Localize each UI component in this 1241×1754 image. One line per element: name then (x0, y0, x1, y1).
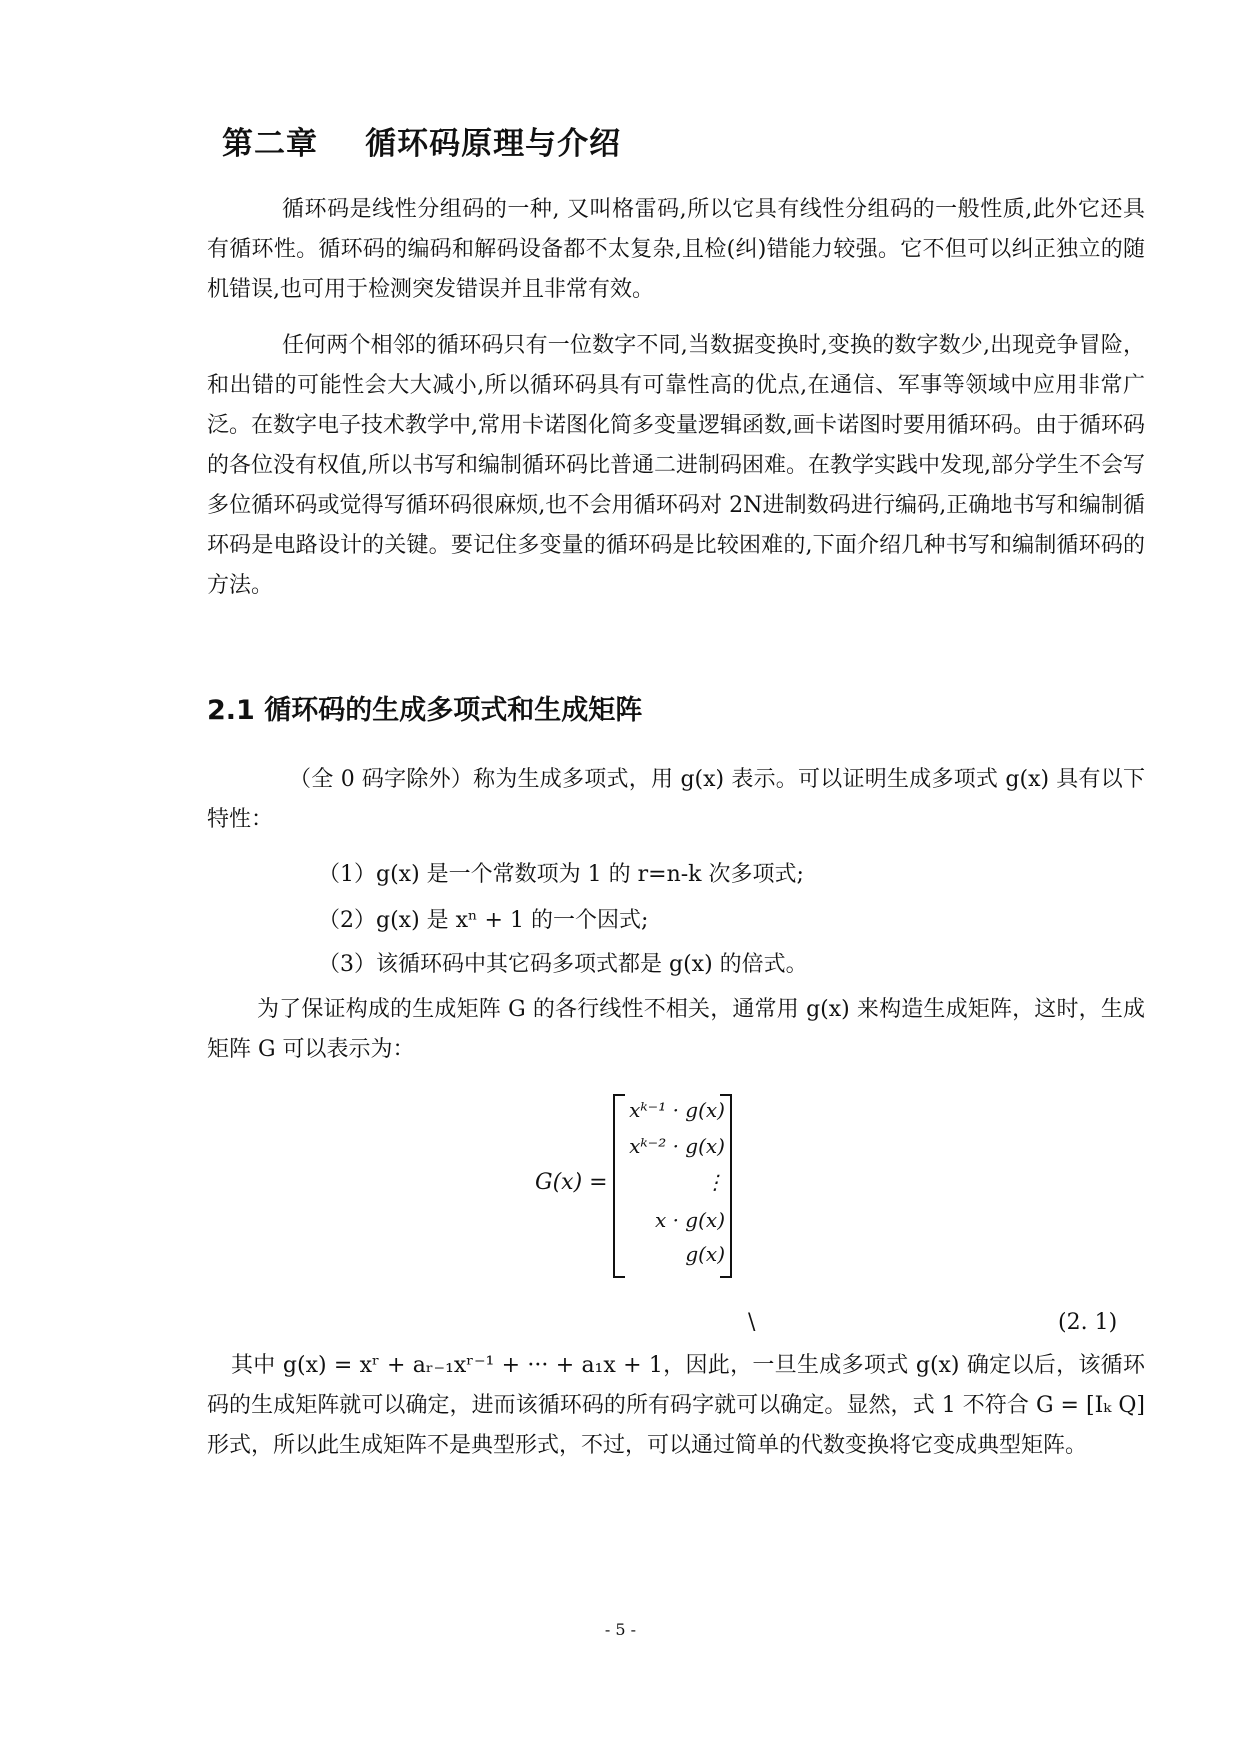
paragraph-gray-code: 任何两个相邻的循环码只有一位数字不同,当数据变换时,变换的数字数少,出现竞争冒险，和出错的可能性会大大减小,所以循环码具有可靠性高的优点,在通信、军事等领域中应用非常广泛。在数字电子技术教学中,常用卡诺图化简多变量逻辑函数,画卡诺图时要用循环码。由于循环码的各位没有权值,所以书写和编制循环码比普通二进制码困难。在教学实践中发现,部分学生不会写多位循环码或觉得写循环码很麻烦,也不会用循环码对 2N进制数码进行编码,正确地书写和编制循环码是电路设计的关键。要记住多变量的循环码是比较困难的,下面介绍几种书写和编制循环码的方法。 (207, 333, 1145, 598)
paragraph-generator-polynomial: （全 0 码字除外）称为生成多项式，用 g(x) 表示。可以证明生成多项式 g(x) 具有以下特性： (207, 767, 1145, 832)
paragraph-conclusion: 其中 g(x) = xʳ + aᵣ₋₁xʳ⁻¹ + ··· + a₁x + 1，因此，一旦生成多项式 g(x) 确定以后，该循环码的生成矩阵就可以确定，进而该循环码的所有码字就可以确定。显然，式 1 不符合 G = [Iₖ Q] 形式，所以此生成矩阵不是典型形式，不过，可以通过简单的代数变换将它变成典型矩阵。 (207, 1353, 1145, 1458)
matrix-left-bracket (613, 1094, 625, 1278)
matrix-row-2: xᵏ⁻² · g(x) (629, 1134, 725, 1158)
equation-number: (2. 1) (1058, 1310, 1118, 1335)
section-title: 2.1 循环码的生成多项式和生成矩阵 (207, 695, 643, 726)
stray-backslash: \ (748, 1310, 756, 1335)
matrix-row-5: g(x) (685, 1242, 725, 1266)
matrix-label: G(x) = (535, 1170, 608, 1195)
property-item-1: （1）g(x) 是一个常数项为 1 的 r=n-k 次多项式; (318, 862, 804, 887)
property-item-2: （2）g(x) 是 xⁿ + 1 的一个因式; (318, 908, 649, 933)
matrix-row-1: xᵏ⁻¹ · g(x) (629, 1098, 725, 1122)
matrix-row-3: ⋮ (705, 1170, 725, 1194)
paragraph-intro: 循环码是线性分组码的一种, 又叫格雷码,所以它具有线性分组码的一般性质,此外它还具有循环性。循环码的编码和解码设备都不太复杂,且检(纠)错能力较强。它不但可以纠正独立的随机错误,也可用于检测突发错误并且非常有效。 (207, 197, 1145, 302)
chapter-title: 第二章 循环码原理与介绍 (222, 126, 622, 162)
page-number: - 5 - (604, 1620, 637, 1639)
property-item-3: （3）该循环码中其它码多项式都是 g(x) 的倍式。 (318, 952, 808, 977)
matrix-right-bracket (720, 1094, 732, 1278)
matrix-row-4: x · g(x) (654, 1208, 725, 1232)
paragraph-generator-matrix: 为了保证构成的生成矩阵 G 的各行线性不相关，通常用 g(x) 来构造生成矩阵，这时，生成矩阵 G 可以表示为： (207, 997, 1145, 1062)
